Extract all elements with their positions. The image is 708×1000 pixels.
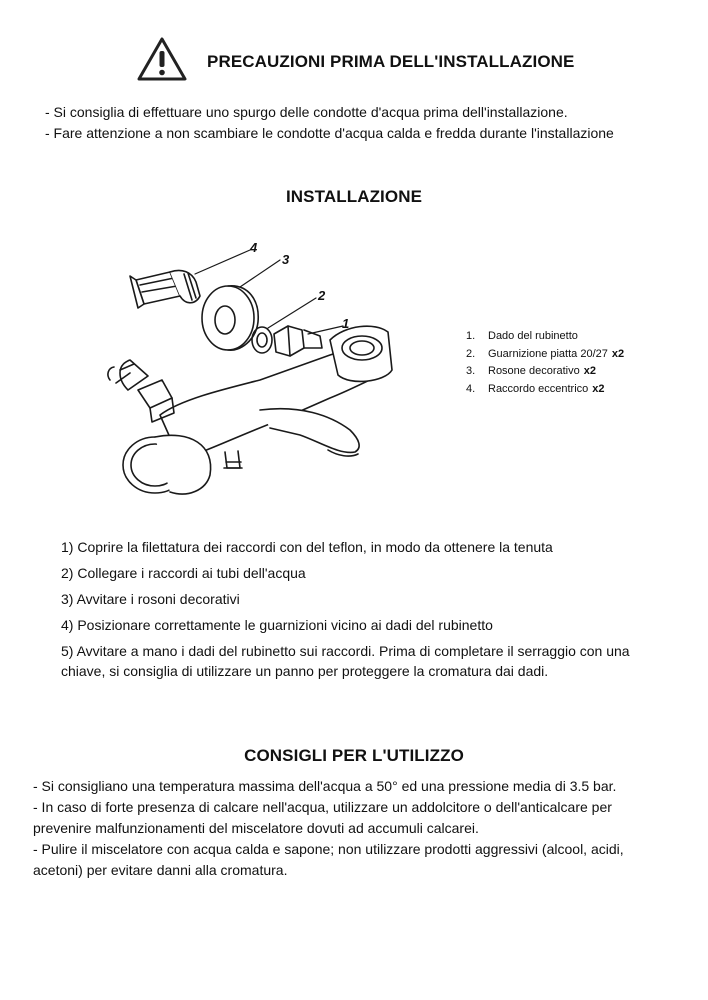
tap-nut [274, 326, 322, 356]
parts-list [466, 328, 624, 398]
usage-title: CONSIGLI PER L'UTILIZZO [244, 746, 464, 765]
list-item: - Pulire il miscelatore con acqua calda e sapone; non utilizzare prodotti aggressivi (alcool, acidi, acetoni) per evitare danni alla cromatura. [33, 841, 624, 878]
usage-list [33, 776, 673, 881]
flat-gasket [252, 327, 272, 353]
list-item: 2. Guarnizione piatta 20/27 x2 [466, 347, 625, 360]
list-item: - In caso di forte presenza di calcare nell'acqua, utilizzare un addolcitore o dell'anticalcare per prevenire malfunzionamenti del miscelatore dovuti ad accumuli calcarei. [33, 799, 612, 836]
list-item: 3. Rosone decorativo x2 [466, 365, 596, 377]
decorative-rosette [202, 286, 258, 350]
list-item: - Fare attenzione a non scambiare le condotte d'acqua calda e fredda durante l'installazione [45, 125, 614, 141]
installation-title: INSTALLAZIONE [285, 187, 423, 206]
warning-icon [136, 36, 188, 82]
callout-label: 4 [250, 240, 258, 255]
list-item: 5) Avvitare a mano i dadi del rubinetto sui raccordi. Prima di completare il serraggio con una chiave, si consiglia di utilizzare un panno per proteggere la cromatura dai dadi. [61, 643, 630, 679]
list-item: - Si consiglia di effettuare uno spurgo delle condotte d'acqua prima dell'installazione. [45, 104, 568, 120]
list-item: 1) Coprire la filettatura dei raccordi con del teflon, in modo da ottenere la tenuta [61, 539, 553, 555]
list-item: 1. Dado del rubinetto [466, 330, 578, 342]
callout-label: 1 [342, 316, 350, 331]
callout-label: 3 [282, 252, 290, 267]
list-item: 3) Avvitare i rosoni decorativi [61, 591, 240, 607]
list-item: 4) Posizionare correttamente le guarnizioni vicino ai dadi del rubinetto [61, 617, 493, 633]
installation-steps [61, 537, 671, 687]
mixer-body [108, 326, 392, 494]
exploded-diagram [100, 230, 410, 520]
list-item: 2) Collegare i raccordi ai tubi dell'acqua [61, 565, 306, 581]
list-item: - Si consigliano una temperatura massima dell'acqua a 50° ed una pressione media di 3.5 bar. [33, 778, 617, 794]
eccentric-fitting [130, 270, 200, 308]
precautions-list [45, 102, 614, 144]
list-item: 4. Raccordo eccentrico x2 [466, 382, 605, 395]
callout-label: 2 [318, 288, 326, 303]
precautions-title: PRECAUZIONI PRIMA DELL'INSTALLAZIONE [207, 52, 575, 71]
